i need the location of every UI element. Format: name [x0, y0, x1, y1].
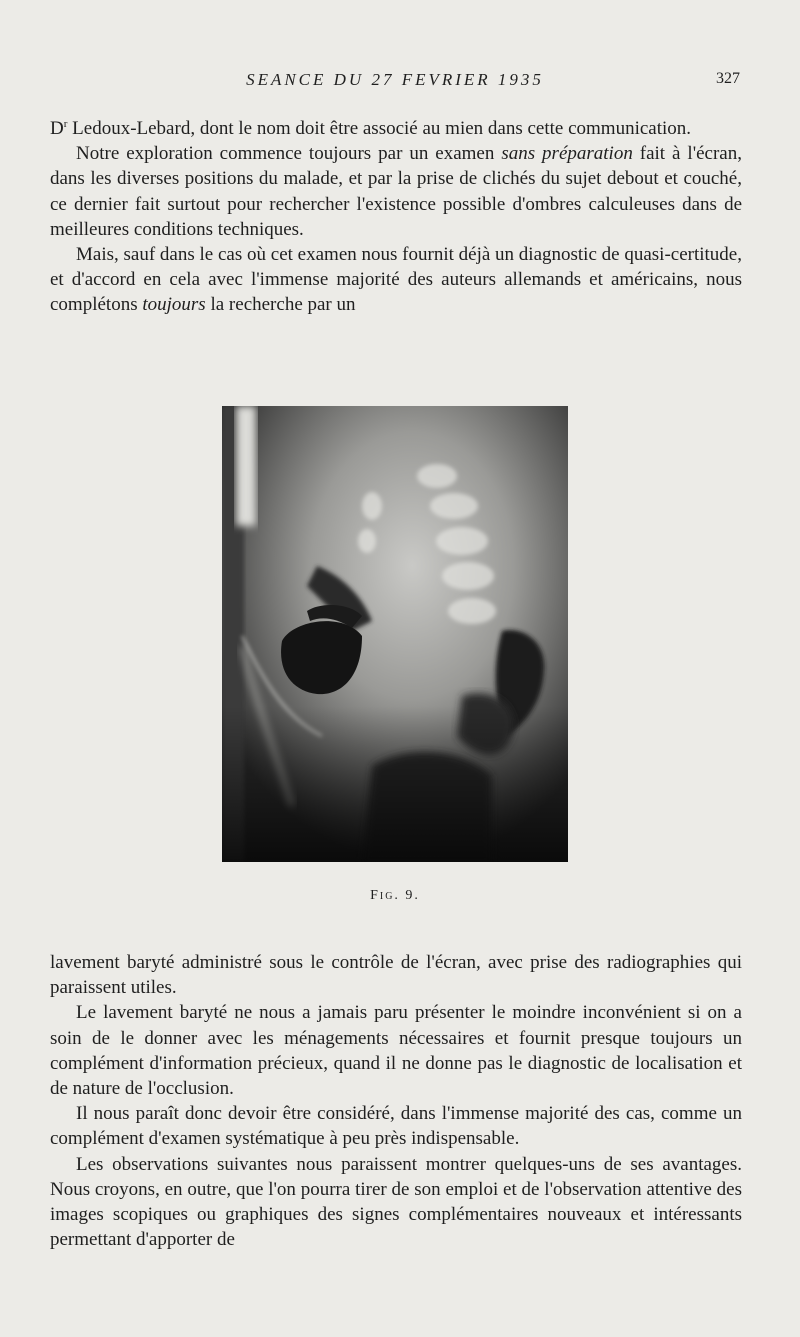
paragraph-text: la recherche par un: [205, 294, 356, 316]
xray-illustration: [222, 406, 568, 862]
paragraph: Le lavement baryté ne nous a jamais paru présenter le moindre inconvénient si on a soin de le donner avec les ménagements nécessaires et fournit presque toujours un complément d'information précieux, quand il ne donne pas le diagnostic de localisation et de nature de l'occlusion.: [50, 1002, 742, 1100]
paragraph: Les observations suivantes nous paraissent montrer quelques-uns de ses avantages. Nous croyons, en outre, que l'on pourra tirer de son emploi et de l'observation attentive des images scopiques ou graphiques des signes complémentaires nouveaux et intéressants permettant d'apporter de: [50, 1153, 742, 1251]
paragraph-text: Notre exploration commence toujours par un examen: [76, 143, 502, 165]
paragraph-continuation: lavement baryté administré sous le contrôle de l'écran, avec prise des radiographies qui paraissent utiles.: [50, 952, 742, 999]
text-block-top: [50, 116, 742, 318]
emphasis-text: toujours: [142, 294, 206, 316]
text-block-bottom: [50, 950, 742, 1252]
emphasis-text: sans préparation: [501, 143, 633, 165]
paragraph: Il nous paraît donc devoir être considéré, dans l'immense majorité des cas, comme un complément d'examen systématique à peu près indispensable.: [50, 1103, 742, 1150]
page-header: [50, 70, 740, 96]
figure-caption: Fig. 9.: [370, 888, 420, 903]
running-head: SEANCE DU 27 FEVRIER 1935: [246, 70, 544, 89]
paragraph-text: Mais, sauf dans le cas où cet examen nous fournit déjà un diagnostic de quasi-certitude, et d'accord en cela avec l'immense majorité des auteurs allemands et américains, nous complétons: [50, 244, 742, 316]
paragraph: [50, 141, 742, 242]
paragraph-text: fait à l'écran, dans les diverses positions du malade, et par la prise de clichés du sujet debout et couché, ce dernier fait surtout pour rechercher l'existence possible d'ombres calculeuses dans de meilleures conditions techniques.: [50, 143, 742, 240]
xray-radiograph-image: [222, 406, 568, 862]
paragraph: [50, 242, 742, 318]
paragraph-text: Ledoux-Lebard, dont le nom doit être associé au mien dans cette communication.: [67, 118, 692, 139]
paragraph-continuation: [50, 116, 742, 141]
author-title-superscript: r: [63, 118, 68, 130]
page-number: 327: [716, 70, 740, 87]
author-title: D: [50, 118, 64, 139]
